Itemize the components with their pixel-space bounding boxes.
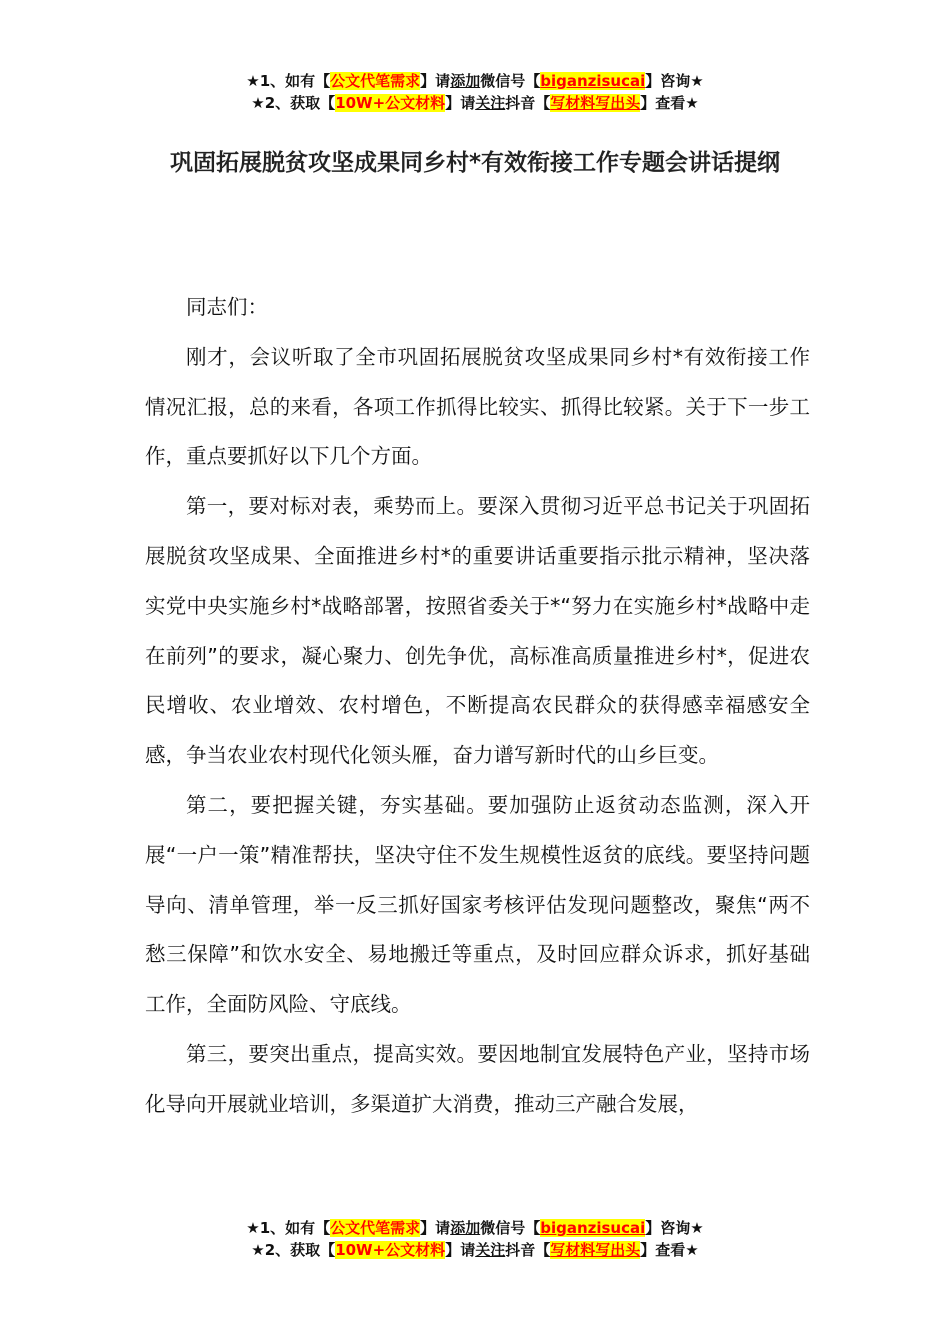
promo-text: ★2、获取【 [251, 94, 336, 112]
promo-underlined: 关注 [475, 1241, 506, 1259]
promo-text: ★1、如有【 [246, 72, 331, 90]
douyin-id-highlight: 写材料写出头 [550, 94, 641, 112]
promo-line-2 [0, 1239, 950, 1261]
douyin-id-highlight: 写材料写出头 [550, 1241, 641, 1259]
promo-text: 】请 [445, 94, 476, 112]
promo-text: 抖音【 [505, 94, 551, 112]
document-body [145, 283, 810, 1130]
promo-line-1 [0, 1217, 950, 1239]
promo-underlined: 添加 [450, 72, 481, 90]
promo-text: 】请 [420, 1219, 451, 1237]
document-title: 巩固拓展脱贫攻坚成果同乡村*有效衔接工作专题会讲话提纲 [169, 150, 781, 176]
promo-highlight: 公文代笔需求 [330, 1219, 421, 1237]
promo-text: 】咨询★ [645, 1219, 704, 1237]
promo-text: ★1、如有【 [246, 1219, 331, 1237]
promo-text: 】查看★ [640, 1241, 699, 1259]
promo-text: 微信号【 [480, 72, 541, 90]
paragraph-intro: 刚才，会议听取了全市巩固拓展脱贫攻坚成果同乡村*有效衔接工作情况汇报，总的来看，各项工作抓得比较实、抓得比较紧。关于下一步工作，重点要抓好以下几个方面。 [145, 344, 810, 469]
promo-highlight: 公文代笔需求 [330, 72, 421, 90]
promo-text: 抖音【 [505, 1241, 551, 1259]
promo-underlined: 添加 [450, 1219, 481, 1237]
paragraph-first: 第一，要对标对表，乘势而上。要深入贯彻习近平总书记关于巩固拓展脱贫攻坚成果、全面推进乡村*的重要讲话重要指示批示精神，坚决落实党中央实施乡村*战略部署，按照省委关于*“努力在实施乡村*战略中走在前列”的要求，凝心聚力、创先争优，高标准高质量推进乡村*，促进农民增收、农业增效、农村增色，不断提高农民群众的获得感幸福感安全感，争当农业农村现代化领头雁，奋力谱写新时代的山乡巨变。 [145, 494, 810, 768]
promo-text: ★2、获取【 [251, 1241, 336, 1259]
promo-banner-bottom [0, 1217, 950, 1261]
promo-line-2 [0, 92, 950, 114]
promo-line-1 [0, 70, 950, 92]
promo-text: 】查看★ [640, 94, 699, 112]
promo-text: 】请 [420, 72, 451, 90]
wechat-id-highlight: biganzisucai [540, 1219, 646, 1237]
promo-highlight: 10W+公文材料 [335, 94, 446, 112]
salutation: 同志们： [186, 295, 268, 319]
paragraph-second: 第二，要把握关键，夯实基础。要加强防止返贫动态监测，深入开展“一户一策”精准帮扶，坚决守住不发生规模性返贫的底线。要坚持问题导向、清单管理，举一反三抓好国家考核评估发现问题整改，聚焦“两不愁三保障”和饮水安全、易地搬迁等重点，及时回应群众诉求，抓好基础工作，全面防风险、守底线。 [145, 792, 810, 1017]
promo-text: 】咨询★ [645, 72, 704, 90]
promo-banner-top [0, 70, 950, 114]
paragraph-third: 第三，要突出重点，提高实效。要因地制宜发展特色产业，坚持市场化导向开展就业培训，多渠道扩大消费，推动三产融合发展， [145, 1041, 810, 1116]
promo-text: 】请 [445, 1241, 476, 1259]
wechat-id-highlight: biganzisucai [540, 72, 646, 90]
promo-highlight: 10W+公文材料 [335, 1241, 446, 1259]
promo-text: 微信号【 [480, 1219, 541, 1237]
promo-underlined: 关注 [475, 94, 506, 112]
